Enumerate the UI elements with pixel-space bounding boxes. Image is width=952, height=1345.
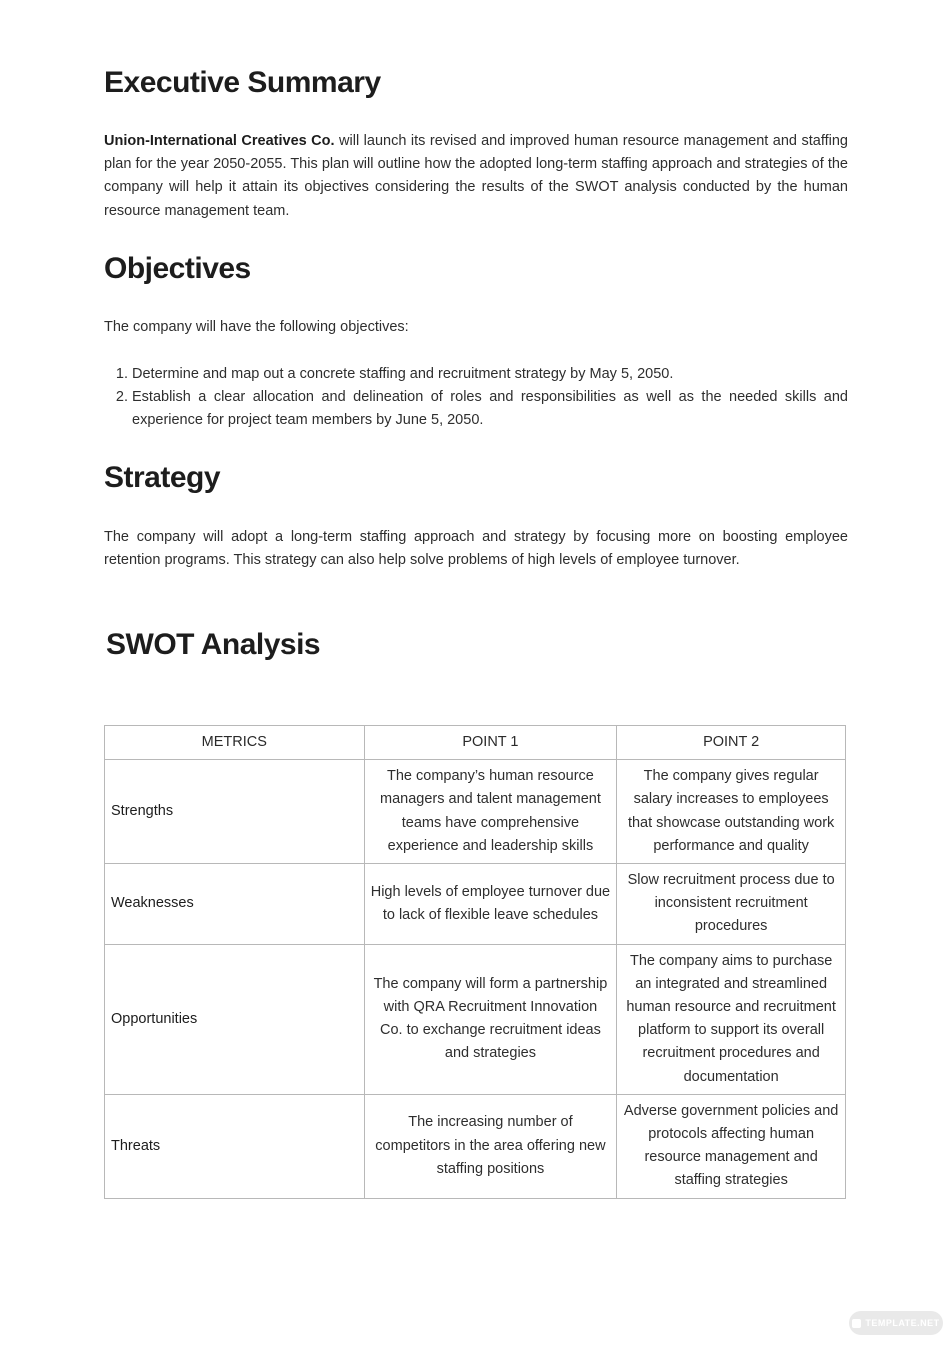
point1-cell: The company will form a partnership with QRA Recruitment Innovation Co. to exchange recruitment ideas and strategies xyxy=(364,944,617,1094)
executive-summary-paragraph xyxy=(104,130,848,223)
executive-summary-heading: Executive Summary xyxy=(104,66,381,99)
point1-cell: The increasing number of competitors in the area offering new staffing positions xyxy=(364,1094,617,1198)
swot-heading: SWOT Analysis xyxy=(106,628,321,661)
swot-row-opportunities xyxy=(105,944,846,1094)
objectives-list xyxy=(104,363,848,433)
swot-row-strengths xyxy=(105,760,846,864)
point1-cell: High levels of employee turnover due to lack of flexible leave schedules xyxy=(364,864,617,945)
metric-cell: Strengths xyxy=(105,760,365,864)
swot-row-threats xyxy=(105,1094,846,1198)
template-watermark xyxy=(849,1311,943,1335)
objective-item: 2. Establish a clear allocation and delineation of roles and responsibilities as well as the needed skills and experience for project team members by June 5, 2050. xyxy=(132,386,848,432)
executive-summary-body: will launch its revised and improved human resource management and staffing plan for the year 2050-2055. This plan will outline how the adopted long-term staffing approach and strategies of the company will help it attain its objectives considering the results of the SWOT analysis conducted by the human resource management team. xyxy=(104,133,848,219)
point2-cell: Slow recruitment process due to inconsistent recruitment procedures xyxy=(617,864,846,945)
point2-cell: The company aims to purchase an integrated and streamlined human resource and recruitment platform to support its overall recruitment procedures and documentation xyxy=(617,944,846,1094)
swot-table xyxy=(104,725,846,1199)
template-logo-icon xyxy=(852,1319,861,1328)
header-metrics: METRICS xyxy=(105,726,365,760)
header-point-1: POINT 1 xyxy=(364,726,617,760)
objective-item: 1. Determine and map out a concrete staffing and recruitment strategy by May 5, 2050. xyxy=(132,363,848,386)
point2-cell: Adverse government policies and protocols affecting human resource management and staffing strategies xyxy=(617,1094,846,1198)
objectives-intro: The company will have the following objectives: xyxy=(104,319,409,335)
point2-cell: The company gives regular salary increases to employees that showcase outstanding work performance and quality xyxy=(617,760,846,864)
strategy-paragraph: The company will adopt a long-term staffing approach and strategy by focusing more on boosting employee retention programs. This strategy can also help solve problems of high levels of employee turnover. xyxy=(104,529,848,569)
metric-cell: Threats xyxy=(105,1094,365,1198)
watermark-text: TEMPLATE.NET xyxy=(865,1318,940,1328)
metric-cell: Opportunities xyxy=(105,944,365,1094)
swot-header-row xyxy=(105,726,846,760)
company-name: Union-International Creatives Co. xyxy=(104,133,335,149)
swot-row-weaknesses xyxy=(105,864,846,945)
point1-cell: The company’s human resource managers and talent management teams have comprehensive experience and leadership skills xyxy=(364,760,617,864)
header-point-2: POINT 2 xyxy=(617,726,846,760)
strategy-heading: Strategy xyxy=(104,461,221,494)
metric-cell: Weaknesses xyxy=(105,864,365,945)
objectives-heading: Objectives xyxy=(104,252,251,285)
